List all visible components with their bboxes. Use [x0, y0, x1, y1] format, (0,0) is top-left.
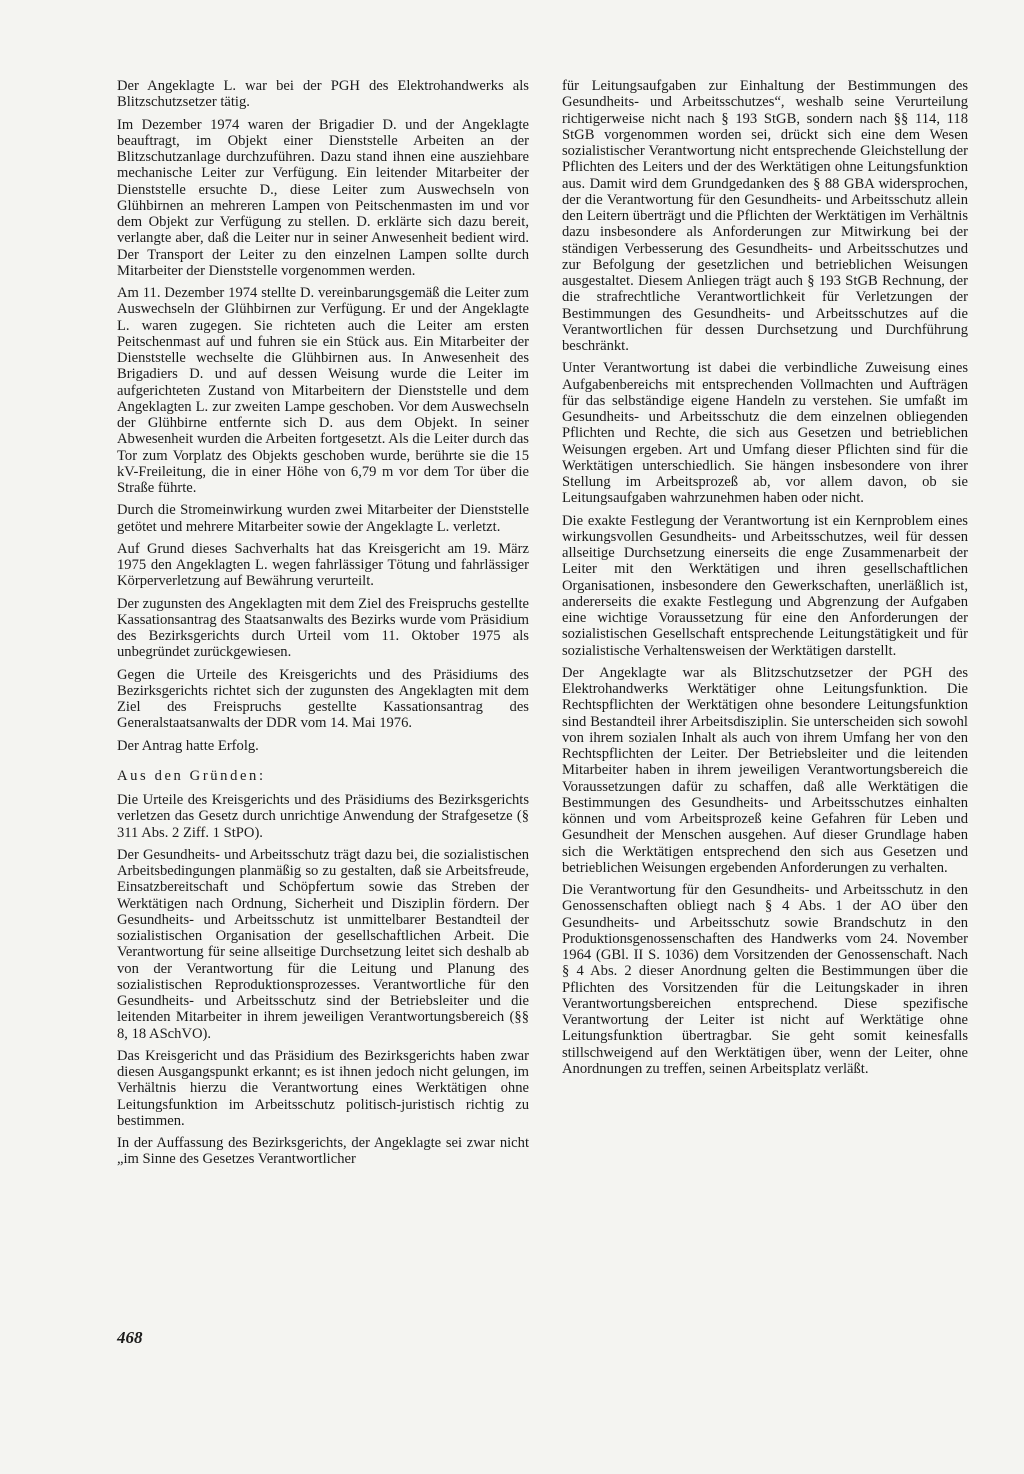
paragraph: Auf Grund dieses Sachverhalts hat das Kreisgericht am 19. März 1975 den Angeklagten L. wegen fahrlässiger Tötung und fahrlässiger Körperverletzung auf Bewährung verurteilt.: [117, 540, 529, 590]
paragraph: Der Angeklagte war als Blitzschutzsetzer der PGH des Elektrohandwerks Werktätiger ohne Leitungsfunktion. Die Rechtspflichten der Werktätigen ohne besondere Leitungsfunktion sind Bestandteil ihrer Arbeitsdisziplin. Sie unterscheiden sich sowohl von ihrem sozialen Inhalt als auch von ihrem Umfang her von den Rechtspflichten der Leiter. Der Betriebsleiter und die leitenden Mitarbeiter haben in ihrem jeweiligen Verantwortungsbereich die Voraussetzungen dafür zu schaffen, daß alle Werktätigen die Bestimmungen des Gesundheits- und Arbeitsschutzes einhalten können und vom Arbeitsprozeß keine Gefahren für Leben und Gesundheit der Menschen ausgehen. Auf dieser Grundlage haben sich die Werktätigen entsprechend den sich aus Gesetzen und betrieblichen Weisungen ergebenden Anforderungen zu verhalten.: [562, 664, 968, 876]
paragraph: Der zugunsten des Angeklagten mit dem Ziel des Freispruchs gestellte Kassationsantrag des Staatsanwalts des Bezirks wurde vom Präsidium des Bezirksgerichts durch Urteil vom 11. Oktober 1975 als unbegründet zurückgewiesen.: [117, 595, 529, 661]
paragraph: Die exakte Festlegung der Verantwortung ist ein Kernproblem eines wirkungsvollen Gesundheits- und Arbeitsschutzes, weil für dessen allseitige Durchsetzung einerseits die enge Zusammenarbeit der Leiter mit den Werktätigen und ihren gesellschaftlichen Organisationen, insbesondere den Gewerkschaften, unerläßlich ist, andererseits die exakte Festlegung und Abgrenzung der Aufgaben eine wichtige Voraussetzung für eine den Anforderungen der sozialistischen Gesellschaft entsprechende Leitungstätigkeit und für sozialistische Verhaltensweisen der Werktätigen darstellt.: [562, 512, 968, 659]
paragraph: Der Antrag hatte Erfolg.: [117, 737, 259, 754]
paragraph: Die Verantwortung für den Gesundheits- und Arbeitsschutz in den Genossenschaften obliegt nach § 4 Abs. 1 der AO über den Gesundheits- und Arbeitsschutz sowie Brandschutz in den Produktionsgenossenschaften des Handwerks vom 24. November 1964 (GBl. II S. 1036) dem Vorsitzenden der Genossenschaft. Nach § 4 Abs. 2 dieser Anordnung gelten die Bestimmungen über die Pflichten des Vorsitzenden für die Leitungskader in ihren Verantwortungsbereichen entsprechend. Diese spezifische Verantwortung der Leiter ist nicht auf Werktätige ohne Leitungsfunktion übertragbar. Sie geht somit keinesfalls stillschweigend auf den Werktätigen über, wenn der Leiter, ohne Anordnungen zu treffen, seinen Arbeitsplatz verläßt.: [562, 882, 968, 1077]
paragraph: Am 11. Dezember 1974 stellte D. vereinbarungsgemäß die Leiter zum Auswechseln der Glühbirnen zur Verfügung. Er und der Angeklagte L. waren zugegen. Sie richteten auch die Leiter am ersten Peitschenmast auf und fuhren sie ein Stück aus. Ein Mitarbeiter der Dienststelle wechselte die Glühbirnen aus. In Anwesenheit des Brigadiers D. und auf dessen Weisung wurde die Leiter im aufgerichteten Zustand von Mitarbeitern der Dienststelle und dem Angeklagten L. zur zweiten Lampe geschoben. Vor dem Auswechseln der Glühbirne entfernte sich D. aus dem Objekt. In seiner Abwesenheit wurden die Arbeiten fortgesetzt. Als die Leiter durch das Tor zum Vorplatz des Objekts geschoben wurde, berührte sie die 15 kV-Freileitung, die in einer Höhe von 6,79 m vor dem Tor über die Straße führte.: [117, 285, 529, 496]
paragraph: Der Angeklagte L. war bei der PGH des Elektrohandwerks als Blitzschutzsetzer tätig.: [117, 78, 529, 111]
paragraph: für Leitungsaufgaben zur Einhaltung der Bestimmungen des Gesundheits- und Arbeitsschutzes“, weshalb seine Verurteilung richtigerweise nicht nach § 193 StGB, sondern nach §§ 114, 118 StGB vorgenommen worden sei, drückt sich eine dem Wesen sozialistischer Verantwortung nicht entsprechende Gleichstellung der Pflichten des Leiters und der des Werktätigen ohne Leitungsfunktion aus. Damit wird dem Grundgedanken des § 88 GBA widersprochen, der die Verantwortung für den Gesundheits- und Arbeitsschutz allein den Leitern überträgt und die Pflichten der Werktätigen im Verhältnis dazu insbesondere als Anforderungen zur Mitwirkung bei der ständigen Verbesserung des Gesundheits- und Arbeitsschutzes und zur Befolgung der gesetzlichen und betrieblichen Weisungen ausgestaltet. Diesem Anliegen trägt auch § 193 StGB Rechnung, der die strafrechtliche Verantwortlichkeit für Verletzungen der Bestimmungen des Gesundheits- und Arbeitsschutzes auf die Verantwortlichen für dessen Durchsetzung und Durchführung beschränkt.: [562, 78, 968, 354]
section-heading: Aus den Gründen:: [117, 767, 266, 784]
paragraph: Das Kreisgericht und das Präsidium des Bezirksgerichts haben zwar diesen Ausgangspunkt erkannt; es ist ihnen jedoch nicht gelungen, im Verhältnis hierzu die Verantwortung eines Werktätigen ohne Leitungsfunktion im Arbeitsschutz politisch-juristisch richtig zu bestimmen.: [117, 1047, 529, 1129]
right-column: [562, 78, 968, 1083]
left-column: [117, 78, 529, 1174]
paragraph: Durch die Stromeinwirkung wurden zwei Mitarbeiter der Dienststelle getötet und mehrere Mitarbeiter sowie der Angeklagte L. verletzt.: [117, 502, 529, 535]
paragraph: Unter Verantwortung ist dabei die verbindliche Zuweisung eines Aufgabenbereichs mit entsprechenden Vollmachten und Aufträgen für das selbständige eigene Handeln zu verstehen. Sie umfaßt im Gesundheits- und Arbeitsschutz die dem einzelnen obliegenden Pflichten und Rechte, die sich aus Gesetzen und betrieblichen Weisungen ergeben. Art und Umfang dieser Pflichten sind für die Werktätigen unterschiedlich. Sie hängen insbesondere von ihrer Stellung im Arbeitsprozeß ab, vor allem davon, ob sie Leitungsaufgaben wahrzunehmen haben oder nicht.: [562, 360, 968, 507]
paragraph: In der Auffassung des Bezirksgerichts, der Angeklagte sei zwar nicht „im Sinne des Gesetzes Verantwortlicher: [117, 1135, 529, 1168]
paragraph: Gegen die Urteile des Kreisgerichts und des Präsidiums des Bezirksgerichts richtet sich der zugunsten des Angeklagten mit dem Ziel des Freispruchs gestellte Kassationsantrag des Generalstaatsanwalts der DDR vom 14. Mai 1976.: [117, 666, 529, 732]
paragraph: Der Gesundheits- und Arbeitsschutz trägt dazu bei, die sozialistischen Arbeitsbedingungen planmäßig so zu gestalten, daß sie Arbeitsfreude, Einsatzbereitschaft und Schöpfertum sowie das Streben der Werktätigen nach Ordnung, Sicherheit und Disziplin fördern. Der Gesundheits- und Arbeitsschutz ist unmittelbarer Bestandteil der sozialistischen Organisation der gesellschaftlichen Arbeit. Die Verantwortung für seine allseitige Durchsetzung leitet sich deshalb ab von der Verantwortung für die Leitung und Planung des sozialistischen Reproduktionsprozesses. Verantwortliche für den Gesundheits- und Arbeitsschutz sind der Betriebsleiter und die leitenden Mitarbeiter in ihrem jeweiligen Verantwortungsbereich (§§ 8, 18 ASchVO).: [117, 846, 529, 1042]
page-number: 468: [117, 1328, 143, 1347]
paragraph: Im Dezember 1974 waren der Brigadier D. und der Angeklagte beauftragt, im Objekt einer Dienststelle Arbeiten an der Blitzschutzanlage durchzuführen. Dazu stand ihnen eine ausziehbare mechanische Leiter zur Verfügung. Ein leitender Mitarbeiter der Dienststelle ersuchte D., diese Leiter zum Auswechseln von Glühbirnen an mehreren Lampen von Peitschenmasten im und vor dem Objekt zur Verfügung zu stellen. D. erklärte sich dazu bereit, verlangte aber, daß die Leiter nur in seiner Anwesenheit bedient wird. Der Transport der Leiter zu den einzelnen Lampen sollte durch Mitarbeiter der Dienststelle vorgenommen werden.: [117, 116, 529, 279]
paragraph: Die Urteile des Kreisgerichts und des Präsidiums des Bezirksgerichts verletzen das Gesetz durch unrichtige Anwendung der Strafgesetze (§ 311 Abs. 2 Ziff. 1 StPO).: [117, 792, 529, 841]
